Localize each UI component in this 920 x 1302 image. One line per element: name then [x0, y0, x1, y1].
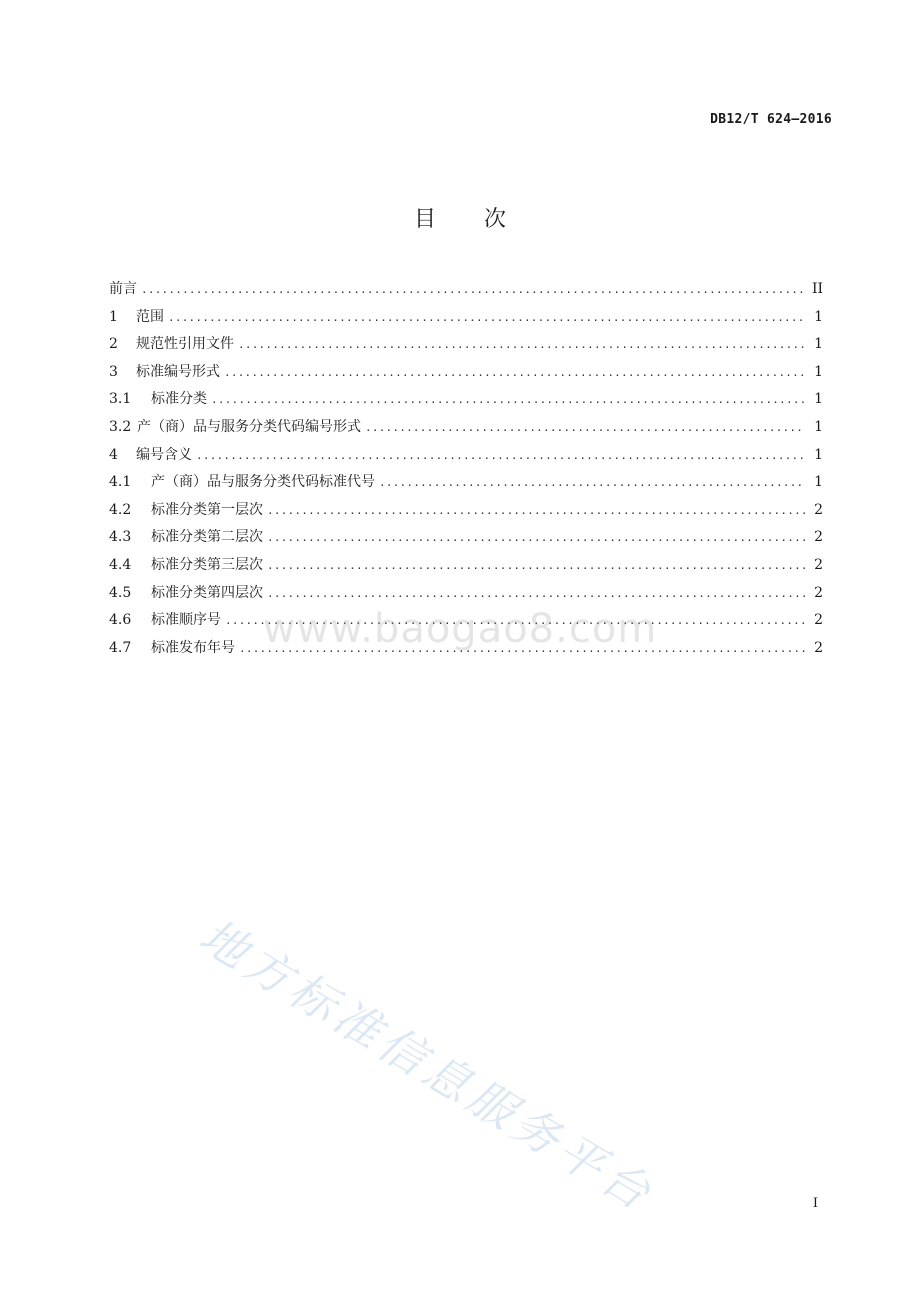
- toc-leader-dots: [267, 552, 805, 580]
- toc-entry-4[interactable]: [109, 442, 823, 470]
- toc-entry-page: 1: [814, 308, 823, 325]
- toc-entry-number: 4.4: [109, 556, 132, 573]
- toc-leader-dots: [224, 359, 805, 387]
- toc-leader-dots: [267, 580, 805, 608]
- toc-entry-page: 2: [814, 584, 823, 601]
- toc-entry-page: 1: [814, 446, 823, 463]
- toc-entry-page: 2: [814, 612, 823, 629]
- toc-entry-4-4[interactable]: [109, 552, 823, 580]
- toc-entry-title: 标准编号形式: [136, 363, 220, 380]
- toc-entry-3-2[interactable]: [109, 414, 823, 442]
- toc-entry-number: 4.5: [109, 584, 132, 601]
- toc-entry-page: II: [811, 281, 823, 297]
- toc-entry-title: 标准分类第一层次: [151, 501, 263, 518]
- toc-entry-number: 4.6: [109, 612, 132, 629]
- toc-leader-dots: [365, 414, 805, 442]
- toc-entry-page: 2: [814, 639, 823, 656]
- toc-entry-4-6[interactable]: [109, 607, 823, 635]
- toc-leader-dots: [168, 304, 805, 332]
- toc-entry-2[interactable]: [109, 331, 823, 359]
- toc-leader-dots: [239, 635, 805, 663]
- toc-leader-dots: [267, 524, 805, 552]
- toc-leader-dots: [211, 386, 805, 414]
- toc-entry-title: 标准分类: [151, 391, 207, 408]
- toc-entry-3[interactable]: [109, 359, 823, 387]
- toc-entry-number: 4.7: [109, 639, 132, 656]
- url-watermark: www.baogao8.com: [262, 606, 658, 652]
- toc-entry-title: 标准顺序号: [151, 612, 221, 629]
- toc-entry-title: 标准分类第四层次: [151, 584, 263, 601]
- toc-entry-number: 4: [109, 446, 118, 463]
- toc-entry-title: 标准分类第二层次: [151, 529, 263, 546]
- toc-leader-dots: [141, 276, 805, 304]
- toc-leader-dots: [379, 469, 805, 497]
- toc-entry-4-2[interactable]: [109, 497, 823, 525]
- toc-entry-title: 规范性引用文件: [136, 336, 234, 353]
- toc-entry-title: 标准分类第三层次: [151, 556, 263, 573]
- toc-entry-title: 产（商）品与服务分类代码标准代号: [151, 474, 375, 491]
- toc-leader-dots: [225, 607, 805, 635]
- toc-entry-title: 编号含义: [136, 446, 192, 463]
- toc-title-char-1: 目: [413, 207, 436, 232]
- toc-entry-page: 2: [814, 529, 823, 546]
- toc-entry-1[interactable]: [109, 304, 823, 332]
- toc-entry-number: 1: [109, 308, 118, 325]
- toc-entry-number: 2: [109, 336, 118, 353]
- toc-entry-4-5[interactable]: [109, 580, 823, 608]
- document-code: DB12/T 624—2016: [710, 112, 832, 127]
- toc-entry-4-7[interactable]: [109, 635, 823, 663]
- toc-entry-title: 标准发布年号: [151, 639, 235, 656]
- toc-entry-title: 前言: [109, 281, 137, 297]
- toc-entry-page: 1: [814, 336, 823, 353]
- table-of-contents: [109, 276, 823, 662]
- toc-entry-page: 1: [814, 391, 823, 408]
- toc-entry-title: 范围: [136, 308, 164, 325]
- toc-entry-page: 1: [814, 363, 823, 380]
- toc-entry-number: 3.2: [109, 418, 132, 435]
- toc-entry-page: 2: [814, 501, 823, 518]
- toc-entry-4-3[interactable]: [109, 524, 823, 552]
- toc-leader-dots: [238, 331, 805, 359]
- toc-entry-4-1[interactable]: [109, 469, 823, 497]
- toc-entry-title: 产（商）品与服务分类代码编号形式: [137, 418, 361, 435]
- toc-title-char-2: 次: [484, 207, 507, 232]
- toc-entry-page: 1: [814, 474, 823, 491]
- toc-entry-3-1[interactable]: [109, 386, 823, 414]
- toc-title: [0, 202, 920, 233]
- toc-entry-number: 4.1: [109, 474, 132, 491]
- toc-entry-number: 4.3: [109, 529, 132, 546]
- platform-watermark: 地方标准信息服务平台: [190, 908, 665, 1223]
- toc-entry-number: 4.2: [109, 501, 132, 518]
- toc-entry-page: 2: [814, 556, 823, 573]
- toc-entry-number: 3.1: [109, 391, 132, 408]
- toc-leader-dots: [267, 497, 805, 525]
- toc-entry-foreword[interactable]: [109, 276, 823, 304]
- toc-leader-dots: [196, 442, 805, 470]
- page-number: I: [812, 1196, 818, 1211]
- toc-entry-page: 1: [814, 418, 823, 435]
- toc-entry-number: 3: [109, 363, 118, 380]
